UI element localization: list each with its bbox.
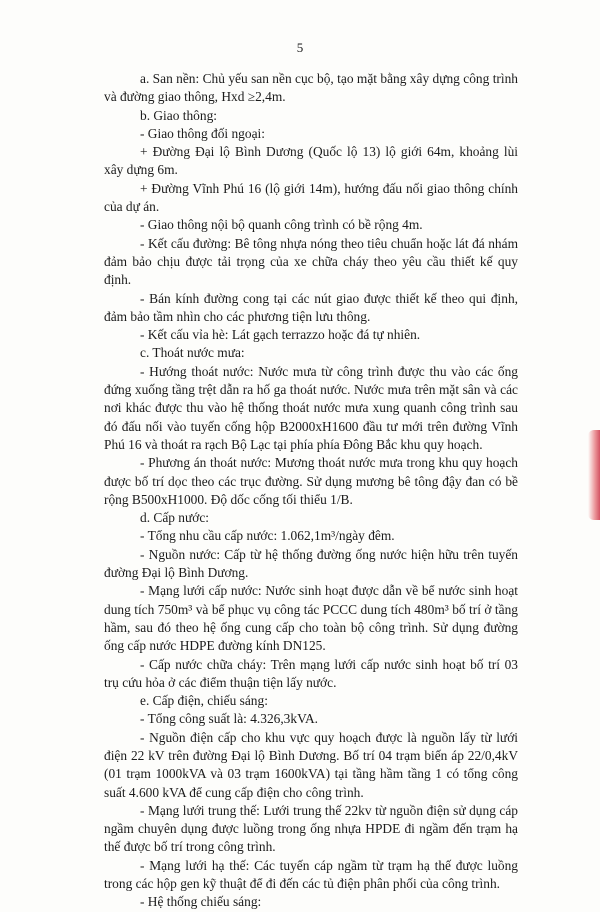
red-seal-edge-mark [588,430,600,520]
paragraph-mang-luoi-cap-nuoc: - Mạng lưới cấp nước: Nước sinh hoạt được dẫn về bể nước sinh hoạt dung tích 750m³ và bể phục vụ công tác PCCC dung tích 480m³ bố trí ở tầng hầm, sau đó theo hệ ống cung cấp cho toàn bộ công trình. Sử dụng đường ống cấp nước HDPE đường kính DN125. [104,583,518,654]
heading-cap-nuoc: d. Cấp nước: [140,510,210,526]
paragraph-huong-thoat-nuoc: - Hướng thoát nước: Nước mưa từ công trình được thu vào các ống đứng xuống tầng trệt dẫn ra hố ga thoát nước. Nước mưa trên mặt sân và các nơi khác được thu vào hệ thống thoát nước mưa xung quanh công trình sau đó đấu nối vào tuyến cống hộp B2000xH1600 đầu tư mới trên đường Vĩnh Phú 16 và thoát ra rạch Bộ Lạc tại phía phía Đông Bắc khu quy hoạch. [104,363,518,452]
paragraph-ket-cau-duong: - Kết cấu đường: Bê tông nhựa nóng theo tiêu chuẩn hoặc lát đá nhám đảm bảo chịu được tải trọng của xe chữa cháy theo yêu cầu thiết kế quy định. [104,235,518,288]
heading-thoat-nuoc-mua: c. Thoát nước mưa: [140,345,245,361]
paragraph-san-nen: a. San nền: Chủ yếu san nền cục bộ, tạo mặt bằng xây dựng công trình và đường giao thông, Hxd ≥2,4m. [104,71,518,105]
document-body [104,70,518,912]
paragraph-nguon-nuoc: - Nguồn nước: Cấp từ hệ thống đường ống nước hiện hữu trên tuyến đường Đại lộ Bình Dương. [104,546,518,581]
paragraph-ket-cau-via-he: - Kết cấu vỉa hè: Lát gạch terrazzo hoặc đá tự nhiên. [140,327,421,343]
heading-giao-thong: b. Giao thông: [140,107,217,123]
paragraph-dai-lo-binh-duong: + Đường Đại lộ Bình Dương (Quốc lộ 13) lộ giới 64m, khoảng lùi xây dựng 6m. [104,144,518,178]
paragraph-mang-luoi-trung-the: - Mạng lưới trung thế: Lưới trung thế 22kv từ nguồn điện sử dụng cáp ngầm chuyên dụng được luồng trong ống nhựa HPDE đi ngầm đến trạm hạ thế được bố trí trong công trình. [104,802,518,855]
page-number: 5 [296,40,304,55]
paragraph-cap-nuoc-chua-chay: - Cấp nước chữa cháy: Trên mạng lưới cấp nước sinh hoạt bố trí 03 trụ cứu hỏa ở các điểm thuận tiện lấy nước. [104,656,518,690]
paragraph-vinh-phu-16: + Đường Vĩnh Phú 16 (lộ giới 14m), hướng đấu nối giao thông chính của dự án. [104,180,518,215]
heading-cap-dien-chieu-sang: e. Cấp điện, chiếu sáng: [140,693,268,709]
paragraph-tong-cong-suat: - Tổng công suất là: 4.326,3kVA. [140,711,319,727]
paragraph-mang-luoi-ha-the: - Mạng lưới hạ thế: Các tuyến cáp ngầm từ trạm hạ thế được luồng trong các hộp gen kỹ thuật để đi đến các tủ điện phân phối của công trình. [104,857,518,892]
paragraph-nguon-dien: - Nguồn điện cấp cho khu vực quy hoạch được là nguồn lấy từ lưới điện 22 kV trên đường Đại lộ Bình Dương. Bố trí 04 trạm biến áp 22/0,4kV (01 trạm 1000kVA và 03 trạm 1600kVA) tại tầng hầm tầng 1 có tổng công suất 4.600 kVA để cung cấp điện cho công trình. [104,729,518,800]
paragraph-giao-thong-doi-ngoai: - Giao thông đối ngoại: [140,125,265,141]
paragraph-he-thong-chieu-sang: - Hệ thống chiếu sáng: [140,894,262,910]
paragraph-tong-nhu-cau-cap-nuoc: - Tổng nhu cầu cấp nước: 1.062,1m³/ngày đêm. [140,528,395,544]
paragraph-giao-thong-noi-bo: - Giao thông nội bộ quanh công trình có bề rộng 4m. [140,217,423,233]
paragraph-phuong-an-thoat-nuoc: - Phương án thoát nước: Mương thoát nước mưa trong khu quy hoạch được bố trí dọc theo các trục đường. Sử dụng mương bê tông đậy đan có bề rộng B500xH1000. Độ dốc cống tối thiểu 1/B. [104,455,518,507]
paragraph-ban-kinh-duong-cong: - Bán kính đường cong tại các nút giao được thiết kế theo qui định, đảm bảo tầm nhìn cho các phương tiện lưu thông. [104,290,518,324]
